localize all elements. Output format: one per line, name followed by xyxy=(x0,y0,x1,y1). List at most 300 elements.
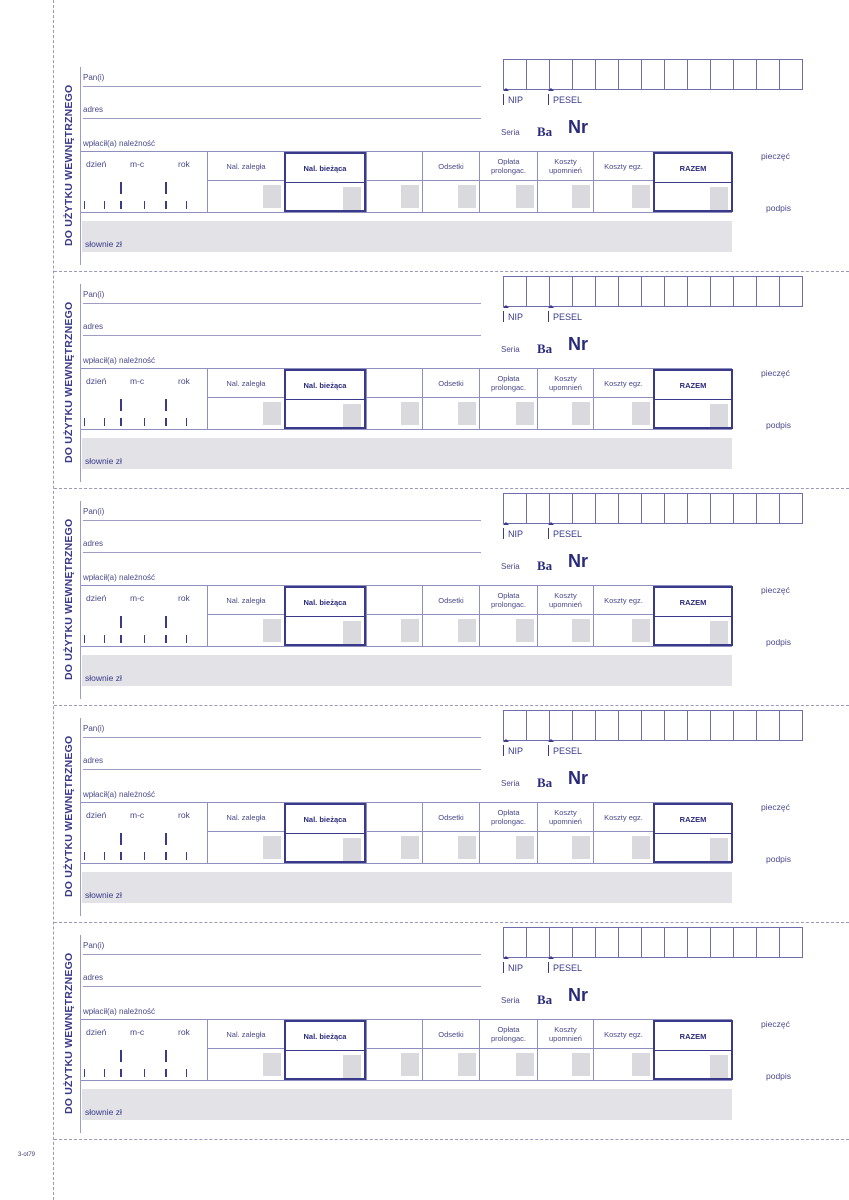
amount-column[interactable] xyxy=(653,152,733,212)
amount-column[interactable] xyxy=(366,1020,422,1080)
id-digit-cell[interactable] xyxy=(503,59,527,90)
amount-column[interactable] xyxy=(593,369,653,429)
grosze-shade xyxy=(572,402,590,425)
id-digit-cell[interactable] xyxy=(642,493,665,524)
form-code: 3-ot79 xyxy=(18,1152,36,1158)
pan-label: Pan(i) xyxy=(83,724,105,733)
date-tick xyxy=(144,201,145,209)
column-header: Opłata prolongac. xyxy=(490,157,527,175)
grosze-shade xyxy=(632,185,650,208)
slownie-label: słownie zł xyxy=(85,1107,122,1117)
adres-label: adres xyxy=(83,756,104,765)
grosze-shade xyxy=(572,185,590,208)
date-tick xyxy=(186,852,187,860)
column-header-rule xyxy=(594,1048,653,1049)
wplacil-label: wpłacił(a) należność xyxy=(83,139,156,148)
grosze-shade xyxy=(401,185,419,208)
side-label: DO UŻYTKU WEWNĘTRZNEGO xyxy=(63,84,75,247)
amounts-table xyxy=(81,585,732,647)
id-digit-cell[interactable] xyxy=(503,493,527,524)
date-tick xyxy=(120,852,122,860)
id-digit-cell[interactable] xyxy=(665,493,688,524)
pesel-label: PESEL xyxy=(548,311,582,322)
grosze-shade xyxy=(710,838,728,861)
stamp-label: pieczęć xyxy=(761,802,790,812)
payment-slip xyxy=(54,706,849,923)
column-header: Koszty upomnień xyxy=(549,1025,582,1043)
amount-column[interactable] xyxy=(207,152,284,212)
id-digit-cell[interactable] xyxy=(573,710,596,741)
id-digit-cell[interactable] xyxy=(550,493,573,524)
column-header: Opłata prolongac. xyxy=(490,374,527,392)
grosze-shade xyxy=(343,838,361,861)
id-digit-cell[interactable] xyxy=(780,276,803,307)
amount-column[interactable] xyxy=(653,369,733,429)
pan-field[interactable] xyxy=(83,86,481,87)
pan-label: Pan(i) xyxy=(83,290,105,299)
pesel-label: PESEL xyxy=(548,745,582,756)
column-header: Koszty upomnień xyxy=(549,374,582,392)
amount-column[interactable] xyxy=(366,369,422,429)
date-tick xyxy=(120,635,122,643)
amount-column[interactable] xyxy=(207,1020,284,1080)
grosze-shade xyxy=(632,619,650,642)
seria-label: Seria xyxy=(501,996,520,1005)
column-header: Nal. zaległa xyxy=(226,161,266,171)
series-ba: Ba xyxy=(537,558,553,573)
slownie-label: słownie zł xyxy=(85,890,122,900)
column-header: Nal. bieżąca xyxy=(303,814,347,824)
date-tick xyxy=(144,418,145,426)
grosze-shade xyxy=(458,619,476,642)
date-year-header: rok xyxy=(178,1027,190,1037)
column-header: RAZEM xyxy=(679,814,707,824)
column-header: RAZEM xyxy=(679,1031,707,1041)
amount-column[interactable] xyxy=(537,152,593,212)
signature-label: podpis xyxy=(766,854,792,864)
column-header: Opłata prolongac. xyxy=(490,591,527,609)
date-tick xyxy=(104,418,105,426)
grosze-shade xyxy=(343,621,361,644)
series-ba: Ba xyxy=(537,775,553,790)
id-digit-cell[interactable] xyxy=(550,927,573,958)
column-header xyxy=(367,803,422,831)
id-digit-cell[interactable] xyxy=(642,710,665,741)
grosze-shade xyxy=(263,619,281,642)
amount-column[interactable] xyxy=(479,152,537,212)
payment-slip xyxy=(54,55,849,272)
side-label: DO UŻYTKU WEWNĘTRZNEGO xyxy=(63,952,75,1115)
amount-column[interactable] xyxy=(422,586,479,646)
id-digit-cell[interactable] xyxy=(734,59,757,90)
signature-label: podpis xyxy=(766,637,792,647)
amount-column[interactable] xyxy=(593,152,653,212)
pesel-label: PESEL xyxy=(548,962,582,973)
amount-in-words-field[interactable] xyxy=(82,655,732,686)
column-header-rule xyxy=(480,831,537,832)
adres-field[interactable] xyxy=(83,769,481,770)
id-number-cells[interactable] xyxy=(503,276,803,307)
id-digit-cell[interactable] xyxy=(619,927,642,958)
date-day-header: dzień xyxy=(86,593,107,603)
id-digit-cell[interactable] xyxy=(527,493,550,524)
date-tick xyxy=(165,418,167,426)
date-year-header: rok xyxy=(178,810,190,820)
amount-column[interactable] xyxy=(284,586,366,646)
amount-column[interactable] xyxy=(422,1020,479,1080)
date-divider xyxy=(120,182,122,194)
id-digit-cell[interactable] xyxy=(642,927,665,958)
id-number-cells[interactable] xyxy=(503,927,803,958)
date-divider xyxy=(165,833,167,845)
pan-label: Pan(i) xyxy=(83,73,105,82)
number-label: Nr xyxy=(568,117,589,137)
slownie-label: słownie zł xyxy=(85,673,122,683)
id-digit-cell[interactable] xyxy=(688,927,711,958)
column-header-rule xyxy=(367,614,422,615)
column-header: Nal. zaległa xyxy=(226,595,266,605)
column-header: Nal. bieżąca xyxy=(303,380,347,390)
id-digit-cell[interactable] xyxy=(757,493,780,524)
id-digit-cell[interactable] xyxy=(596,276,619,307)
id-digit-cell[interactable] xyxy=(665,59,688,90)
id-digit-cell[interactable] xyxy=(711,493,734,524)
column-header-rule xyxy=(423,831,479,832)
adres-field[interactable] xyxy=(83,118,481,119)
id-digit-cell[interactable] xyxy=(503,927,527,958)
amount-in-words-field[interactable] xyxy=(82,872,732,903)
column-header: Koszty egz. xyxy=(604,812,643,822)
date-tick xyxy=(165,1069,167,1077)
date-year-header: rok xyxy=(178,159,190,169)
date-month-header: m-c xyxy=(130,1027,145,1037)
column-header: Nal. bieżąca xyxy=(303,1031,347,1041)
amount-column[interactable] xyxy=(653,586,733,646)
column-header: Nal. bieżąca xyxy=(303,163,347,173)
grosze-shade xyxy=(516,1053,534,1076)
amount-column[interactable] xyxy=(284,152,366,212)
grosze-shade xyxy=(401,619,419,642)
payment-slip xyxy=(54,489,849,706)
wplacil-label: wpłacił(a) należność xyxy=(83,356,156,365)
column-header-rule xyxy=(594,180,653,181)
id-digit-cell[interactable] xyxy=(688,493,711,524)
pan-field[interactable] xyxy=(83,737,481,738)
column-header: Nal. bieżąca xyxy=(303,597,347,607)
amount-column[interactable] xyxy=(366,803,422,863)
nip-label: NIP xyxy=(503,311,523,322)
id-digit-cell[interactable] xyxy=(757,276,780,307)
amount-column[interactable] xyxy=(422,152,479,212)
id-digit-cell[interactable] xyxy=(688,710,711,741)
payment-slip xyxy=(54,923,849,1140)
id-digit-cell[interactable] xyxy=(550,710,573,741)
slownie-label: słownie zł xyxy=(85,456,122,466)
grosze-shade xyxy=(572,1053,590,1076)
amount-column[interactable] xyxy=(479,1020,537,1080)
amount-column[interactable] xyxy=(593,1020,653,1080)
id-digit-cell[interactable] xyxy=(734,276,757,307)
column-header-rule xyxy=(286,616,364,617)
amount-column[interactable] xyxy=(537,803,593,863)
grosze-shade xyxy=(710,187,728,210)
adres-field[interactable] xyxy=(83,552,481,553)
id-digit-cell[interactable] xyxy=(527,276,550,307)
id-digit-cell[interactable] xyxy=(665,927,688,958)
grosze-shade xyxy=(572,619,590,642)
id-digit-cell[interactable] xyxy=(688,276,711,307)
date-tick xyxy=(186,1069,187,1077)
amount-column[interactable] xyxy=(479,586,537,646)
wplacil-label: wpłacił(a) należność xyxy=(83,1007,156,1016)
grosze-shade xyxy=(401,836,419,859)
stamp-label: pieczęć xyxy=(761,585,790,595)
grosze-shade xyxy=(343,187,361,210)
column-header-rule xyxy=(480,180,537,181)
date-month-header: m-c xyxy=(130,593,145,603)
id-digit-cell[interactable] xyxy=(550,276,573,307)
series-ba: Ba xyxy=(537,992,553,1007)
pan-label: Pan(i) xyxy=(83,941,105,950)
adres-field[interactable] xyxy=(83,986,481,987)
amount-column[interactable] xyxy=(422,803,479,863)
column-header-rule xyxy=(367,180,422,181)
column-header-rule xyxy=(286,399,364,400)
id-digit-cell[interactable] xyxy=(619,710,642,741)
id-digit-cell[interactable] xyxy=(619,276,642,307)
id-digit-cell[interactable] xyxy=(780,493,803,524)
amount-column[interactable] xyxy=(207,369,284,429)
id-digit-cell[interactable] xyxy=(596,710,619,741)
column-header: Nal. zaległa xyxy=(226,378,266,388)
id-digit-cell[interactable] xyxy=(503,276,527,307)
stamp-label: pieczęć xyxy=(761,1019,790,1029)
id-digit-cell[interactable] xyxy=(711,276,734,307)
date-tick xyxy=(104,1069,105,1077)
pan-field[interactable] xyxy=(83,303,481,304)
column-header xyxy=(367,1020,422,1048)
id-digit-cell[interactable] xyxy=(780,59,803,90)
amount-column[interactable] xyxy=(422,369,479,429)
grosze-shade xyxy=(263,185,281,208)
date-day-header: dzień xyxy=(86,1027,107,1037)
id-digit-cell[interactable] xyxy=(596,927,619,958)
id-digit-cell[interactable] xyxy=(619,59,642,90)
date-tick xyxy=(186,418,187,426)
grosze-shade xyxy=(263,402,281,425)
date-divider xyxy=(120,399,122,411)
grosze-shade xyxy=(516,402,534,425)
adres-field[interactable] xyxy=(83,335,481,336)
amount-column[interactable] xyxy=(537,1020,593,1080)
column-header-rule xyxy=(423,397,479,398)
number-label: Nr xyxy=(568,334,589,354)
grosze-shade xyxy=(710,621,728,644)
column-header: Opłata prolongac. xyxy=(490,1025,527,1043)
amount-in-words-field[interactable] xyxy=(82,221,732,252)
grosze-shade xyxy=(263,1053,281,1076)
date-divider xyxy=(165,1050,167,1062)
amount-column[interactable] xyxy=(479,369,537,429)
id-digit-cell[interactable] xyxy=(619,493,642,524)
series-ba: Ba xyxy=(537,124,553,139)
horizontal-perforation xyxy=(54,1139,849,1140)
id-digit-cell[interactable] xyxy=(780,927,803,958)
date-day-header: dzień xyxy=(86,810,107,820)
amount-column[interactable] xyxy=(537,586,593,646)
id-digit-cell[interactable] xyxy=(711,59,734,90)
column-header: Odsetki xyxy=(438,812,464,822)
id-digit-cell[interactable] xyxy=(573,927,596,958)
column-header: Koszty egz. xyxy=(604,595,643,605)
amount-column[interactable] xyxy=(284,1020,366,1080)
id-digit-cell[interactable] xyxy=(734,927,757,958)
column-header-rule xyxy=(538,180,593,181)
date-year-header: rok xyxy=(178,593,190,603)
column-header: Koszty upomnień xyxy=(549,591,582,609)
amount-column[interactable] xyxy=(479,803,537,863)
amount-column[interactable] xyxy=(537,369,593,429)
amounts-table xyxy=(81,802,732,864)
column-header-rule xyxy=(655,182,731,183)
column-header: RAZEM xyxy=(679,380,707,390)
column-header: Odsetki xyxy=(438,161,464,171)
id-digit-cell[interactable] xyxy=(527,710,550,741)
id-digit-cell[interactable] xyxy=(711,927,734,958)
date-tick xyxy=(120,418,122,426)
id-digit-cell[interactable] xyxy=(688,59,711,90)
date-tick xyxy=(144,635,145,643)
seria-label: Seria xyxy=(501,128,520,137)
id-digit-cell[interactable] xyxy=(780,710,803,741)
grosze-shade xyxy=(516,619,534,642)
amount-column[interactable] xyxy=(284,369,366,429)
adres-label: adres xyxy=(83,539,104,548)
amount-column[interactable] xyxy=(593,803,653,863)
id-digit-cell[interactable] xyxy=(573,276,596,307)
amount-column[interactable] xyxy=(366,152,422,212)
amount-column[interactable] xyxy=(284,803,366,863)
column-header-rule xyxy=(423,1048,479,1049)
id-digit-cell[interactable] xyxy=(527,927,550,958)
id-digit-cell[interactable] xyxy=(550,59,573,90)
side-label: DO UŻYTKU WEWNĘTRZNEGO xyxy=(63,735,75,898)
amount-column[interactable] xyxy=(207,586,284,646)
number-label: Nr xyxy=(568,768,589,788)
date-day-header: dzień xyxy=(86,159,107,169)
column-header-rule xyxy=(367,831,422,832)
date-tick xyxy=(84,635,85,643)
date-divider xyxy=(120,1050,122,1062)
stamp-label: pieczęć xyxy=(761,368,790,378)
side-label: DO UŻYTKU WEWNĘTRZNEGO xyxy=(63,301,75,464)
id-digit-cell[interactable] xyxy=(734,710,757,741)
id-digit-cell[interactable] xyxy=(757,927,780,958)
id-digit-cell[interactable] xyxy=(596,59,619,90)
column-header-rule xyxy=(208,614,284,615)
column-header: Odsetki xyxy=(438,1029,464,1039)
wplacil-label: wpłacił(a) należność xyxy=(83,790,156,799)
amount-column[interactable] xyxy=(366,586,422,646)
side-label: DO UŻYTKU WEWNĘTRZNEGO xyxy=(63,518,75,681)
stamp-label: pieczęć xyxy=(761,151,790,161)
id-digit-cell[interactable] xyxy=(642,276,665,307)
id-number-cells[interactable] xyxy=(503,710,803,741)
id-digit-cell[interactable] xyxy=(665,276,688,307)
column-header-rule xyxy=(480,614,537,615)
column-header: Koszty upomnień xyxy=(549,157,582,175)
id-digit-cell[interactable] xyxy=(665,710,688,741)
amount-column[interactable] xyxy=(653,1020,733,1080)
wplacil-label: wpłacił(a) należność xyxy=(83,573,156,582)
column-header-rule xyxy=(423,614,479,615)
column-header xyxy=(367,369,422,397)
id-digit-cell[interactable] xyxy=(757,710,780,741)
amount-column[interactable] xyxy=(653,803,733,863)
date-divider xyxy=(165,182,167,194)
id-digit-cell[interactable] xyxy=(573,59,596,90)
id-digit-cell[interactable] xyxy=(573,493,596,524)
id-digit-cell[interactable] xyxy=(642,59,665,90)
id-digit-cell[interactable] xyxy=(503,710,527,741)
date-divider xyxy=(120,616,122,628)
grosze-shade xyxy=(263,836,281,859)
amount-column[interactable] xyxy=(593,586,653,646)
number-label: Nr xyxy=(568,551,589,571)
column-header-rule xyxy=(367,397,422,398)
column-header-rule xyxy=(286,1050,364,1051)
column-header xyxy=(367,586,422,614)
column-header-rule xyxy=(538,614,593,615)
id-digit-cell[interactable] xyxy=(757,59,780,90)
column-header: Koszty egz. xyxy=(604,1029,643,1039)
amount-in-words-field[interactable] xyxy=(82,438,732,469)
pan-field[interactable] xyxy=(83,954,481,955)
column-header-rule xyxy=(655,1050,731,1051)
amounts-table xyxy=(81,1019,732,1081)
signature-label: podpis xyxy=(766,203,792,213)
seria-label: Seria xyxy=(501,779,520,788)
date-tick xyxy=(165,635,167,643)
id-digit-cell[interactable] xyxy=(527,59,550,90)
seria-label: Seria xyxy=(501,345,520,354)
id-number-cells[interactable] xyxy=(503,59,803,90)
pan-field[interactable] xyxy=(83,520,481,521)
column-header-rule xyxy=(208,1048,284,1049)
column-header-rule xyxy=(655,399,731,400)
grosze-shade xyxy=(343,404,361,427)
date-tick xyxy=(186,201,187,209)
grosze-shade xyxy=(401,402,419,425)
column-header: Odsetki xyxy=(438,595,464,605)
amount-in-words-field[interactable] xyxy=(82,1089,732,1120)
column-header xyxy=(367,152,422,180)
id-digit-cell[interactable] xyxy=(734,493,757,524)
date-month-header: m-c xyxy=(130,159,145,169)
date-tick xyxy=(144,1069,145,1077)
date-divider xyxy=(165,616,167,628)
column-header-rule xyxy=(480,397,537,398)
column-header: Koszty egz. xyxy=(604,378,643,388)
id-digit-cell[interactable] xyxy=(711,710,734,741)
nip-label: NIP xyxy=(503,94,523,105)
column-header-rule xyxy=(208,397,284,398)
id-digit-cell[interactable] xyxy=(596,493,619,524)
id-number-cells[interactable] xyxy=(503,493,803,524)
amount-column[interactable] xyxy=(207,803,284,863)
column-header-rule xyxy=(480,1048,537,1049)
grosze-shade xyxy=(516,185,534,208)
